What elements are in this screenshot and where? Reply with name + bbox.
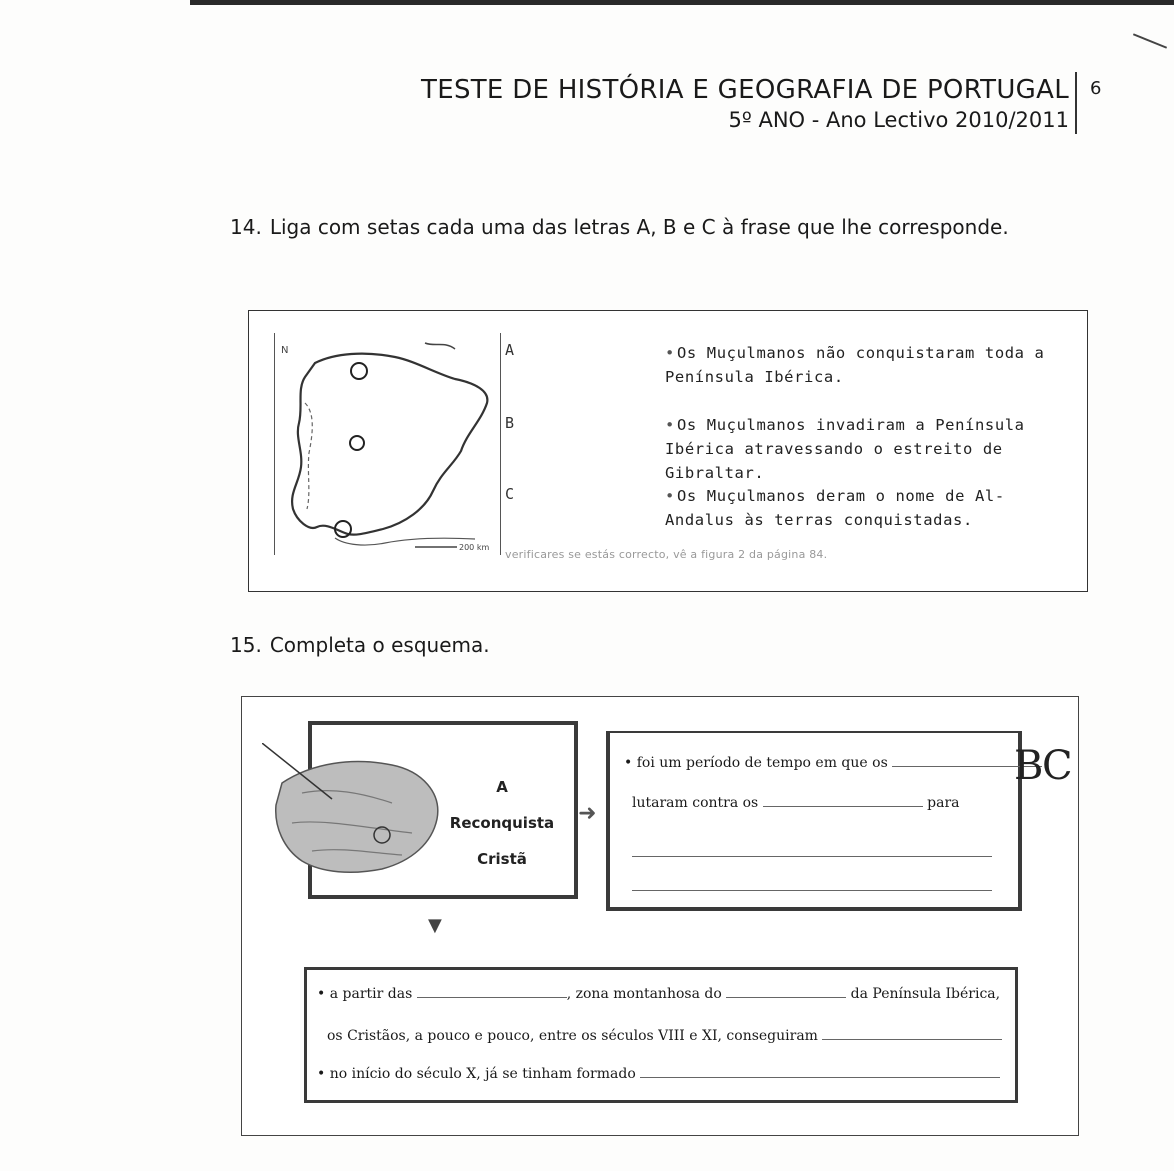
- definition-box: [606, 731, 1022, 911]
- blank-field[interactable]: [822, 1039, 1002, 1040]
- handwritten-mark-c: C: [1042, 743, 1073, 789]
- iberia-map-graphic: [275, 333, 500, 555]
- blank-field[interactable]: [726, 997, 846, 998]
- reconquista-title-line1: A: [496, 778, 508, 796]
- reconquista-title-line2: Reconquista: [449, 814, 555, 832]
- def-line-1: • foi um período de tempo em que os: [624, 755, 1042, 771]
- page-number: 6: [1090, 78, 1102, 99]
- letter-c: C: [505, 485, 515, 503]
- letter-b: B: [505, 414, 515, 432]
- sentence-3: [665, 484, 1061, 532]
- question-15-text: Completa o esquema.: [269, 633, 490, 657]
- question-15-diagram: [241, 696, 1079, 1136]
- sentence-1-text: Os Muçulmanos não conquistaram toda a Península Ibérica.: [665, 344, 1045, 386]
- lower-line-1-text: a partir das: [329, 986, 413, 1002]
- lower-line-2: [327, 1028, 1002, 1044]
- bullet-dot: •: [665, 344, 675, 362]
- map-scale-label: 200 km: [459, 543, 490, 552]
- lower-line-1-mid: , zona montanhosa do: [566, 986, 722, 1002]
- sentence-2: [665, 413, 1061, 485]
- lower-scheme-box: [304, 967, 1018, 1103]
- blank-field[interactable]: [632, 890, 992, 891]
- reconquista-title: [442, 769, 562, 877]
- page-subtitle: 5º ANO - Ano Lectivo 2010/2011: [728, 108, 1069, 132]
- blank-field[interactable]: [632, 856, 992, 857]
- def-line-1-text: foi um período de tempo em que os: [636, 755, 888, 771]
- map-north-label: N: [281, 345, 289, 356]
- bullet-dot: •: [665, 487, 675, 505]
- lower-line-3-text: no início do século X, já se tinham formado: [329, 1066, 636, 1082]
- question-15: [230, 632, 490, 658]
- question-14-number: 14.: [230, 215, 262, 239]
- blank-field[interactable]: [640, 1077, 1000, 1078]
- pen-mark: [1133, 33, 1167, 48]
- lower-line-1: • a partir das , zona montanhosa do da Península Ibérica,: [317, 986, 1001, 1002]
- reconquista-map-graphic: [262, 743, 462, 883]
- letter-a: A: [505, 341, 515, 359]
- lower-line-2-text: os Cristãos, a pouco e pouco, entre os séculos VIII e XI, conseguiram: [327, 1028, 818, 1044]
- lower-line-1-end: da Península Ibérica,: [850, 986, 1001, 1002]
- header-divider: [1075, 72, 1077, 134]
- bullet-dot: •: [665, 416, 675, 434]
- top-border-line: [190, 0, 1174, 5]
- def-line-2: [632, 795, 960, 811]
- arrow-down-icon: ▼: [428, 915, 442, 936]
- lower-line-3: • no início do século X, já se tinham formado: [317, 1066, 1000, 1082]
- def-line-2-text: lutaram contra os: [632, 795, 759, 811]
- def-line-3: [632, 845, 992, 861]
- sentence-2-text: Os Muçulmanos invadiram a Península Ibérica atravessando o estreito de Gibraltar.: [665, 416, 1025, 482]
- page-title: TESTE DE HISTÓRIA E GEOGRAFIA DE PORTUGAL: [421, 75, 1069, 105]
- page-header: [421, 74, 1069, 134]
- question-14: [230, 214, 1009, 240]
- def-line-4: [632, 879, 992, 895]
- blank-field[interactable]: [763, 806, 923, 807]
- reconquista-title-line3: Cristã: [477, 850, 527, 868]
- sentence-1: [665, 341, 1061, 389]
- arrow-right-icon: ➜: [578, 801, 597, 826]
- question-15-number: 15.: [230, 633, 262, 657]
- footnote: verificares se estás correcto, vê a figura 2 da página 84.: [505, 548, 828, 561]
- question-14-text: Liga com setas cada uma das letras A, B e C à frase que lhe corresponde.: [269, 215, 1009, 239]
- iberia-map: [274, 333, 501, 555]
- handwritten-mark-b: B: [1014, 743, 1044, 789]
- reconquista-box: [308, 721, 578, 899]
- sentence-3-text: Os Muçulmanos deram o nome de Al-Andalus às terras conquistadas.: [665, 487, 1005, 529]
- blank-field[interactable]: [417, 997, 567, 998]
- question-14-box: [248, 310, 1088, 592]
- def-line-2-end: para: [927, 795, 960, 811]
